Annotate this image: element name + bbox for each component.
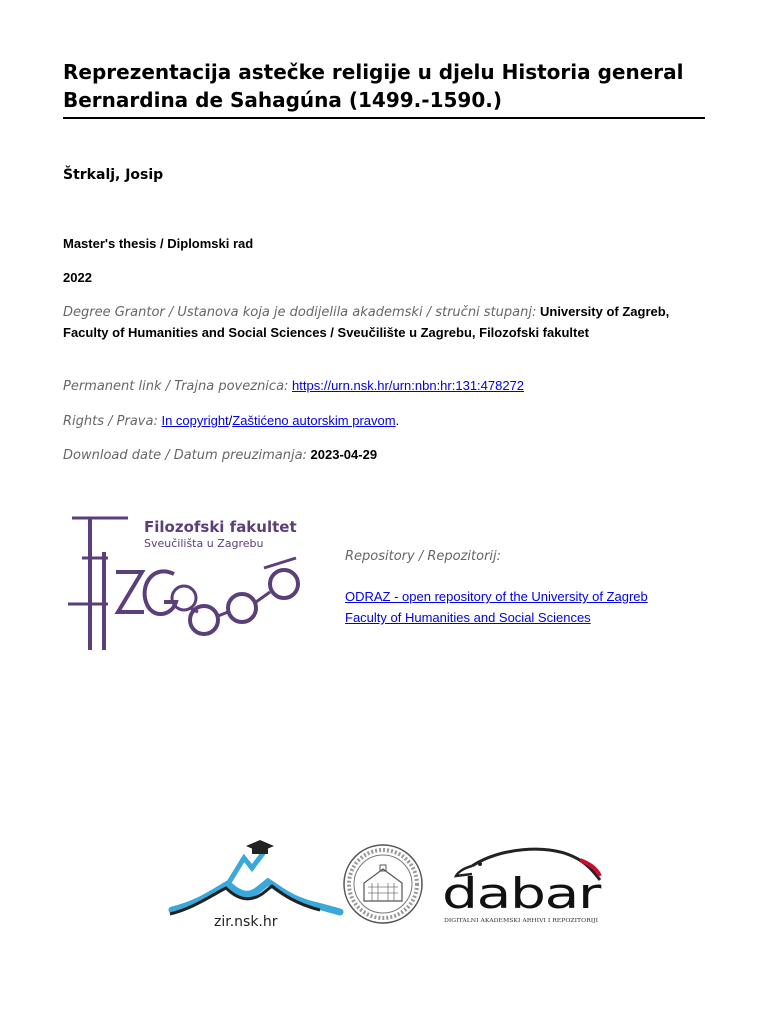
permalink-link[interactable]: https://urn.nsk.hr/urn:nbn:hr:131:478272	[292, 378, 525, 393]
ffzg-logo-line1: Filozofski fakultet	[144, 518, 297, 536]
repository-link[interactable]	[345, 586, 685, 628]
grantor-row	[63, 302, 703, 343]
dabar-logo-text: dabar	[442, 869, 602, 918]
document-title: Reprezentacija astečke religije u djelu Historia general Bernardina de Sahagúna (1499.-1590.)	[63, 60, 684, 112]
download-label: Download date / Datum preuzimanja:	[63, 448, 307, 463]
year: 2022	[63, 270, 92, 285]
rights-end: .	[395, 413, 400, 428]
grantor-label: Degree Grantor / Ustanova koja je dodijelila akademski / stručni stupanj:	[63, 305, 537, 320]
ffzg-logo-line2: Sveučilišta u Zagrebu	[144, 537, 264, 550]
graduation-cap-icon	[246, 840, 274, 854]
rights-link-copyright[interactable]: In copyright	[161, 413, 229, 428]
author-name: Štrkalj, Josip	[63, 167, 164, 183]
dabar-logo-subtitle: DIGITALNI AKADEMSKI ARHIVI I REPOZITORIJI	[444, 918, 598, 924]
rights-label: Rights / Prava:	[63, 414, 158, 429]
permalink-label: Permanent link / Trajna poveznica:	[63, 379, 289, 394]
grantor-value: University of Zagreb, Faculty of Humanities and Social Sciences / Sveučilište u Zagrebu, Filozofski fakultet	[63, 304, 670, 340]
zir-logo-text: zir.nsk.hr	[214, 914, 278, 930]
download-value: 2023-04-29	[310, 447, 378, 462]
rights-separator: /	[228, 413, 233, 428]
title-divider	[63, 117, 705, 119]
zir-logo	[168, 838, 344, 930]
permalink-row	[63, 376, 703, 397]
thesis-type: Master's thesis / Diplomski rad	[63, 236, 254, 251]
download-row	[63, 445, 703, 466]
dabar-logo	[440, 846, 602, 926]
ffzg-logo	[64, 512, 320, 660]
university-seal-icon	[342, 843, 424, 925]
repository-link-line1[interactable]: ODRAZ - open repository of the University of Zagreb	[345, 589, 648, 604]
repository-label: Repository / Repozitorij:	[345, 549, 502, 564]
rights-row	[63, 411, 703, 432]
repository-link-line2[interactable]: Faculty of Humanities and Social Sciences	[345, 610, 591, 625]
rights-link-zasticeno[interactable]: Zaštićeno autorskim pravom	[232, 413, 396, 428]
